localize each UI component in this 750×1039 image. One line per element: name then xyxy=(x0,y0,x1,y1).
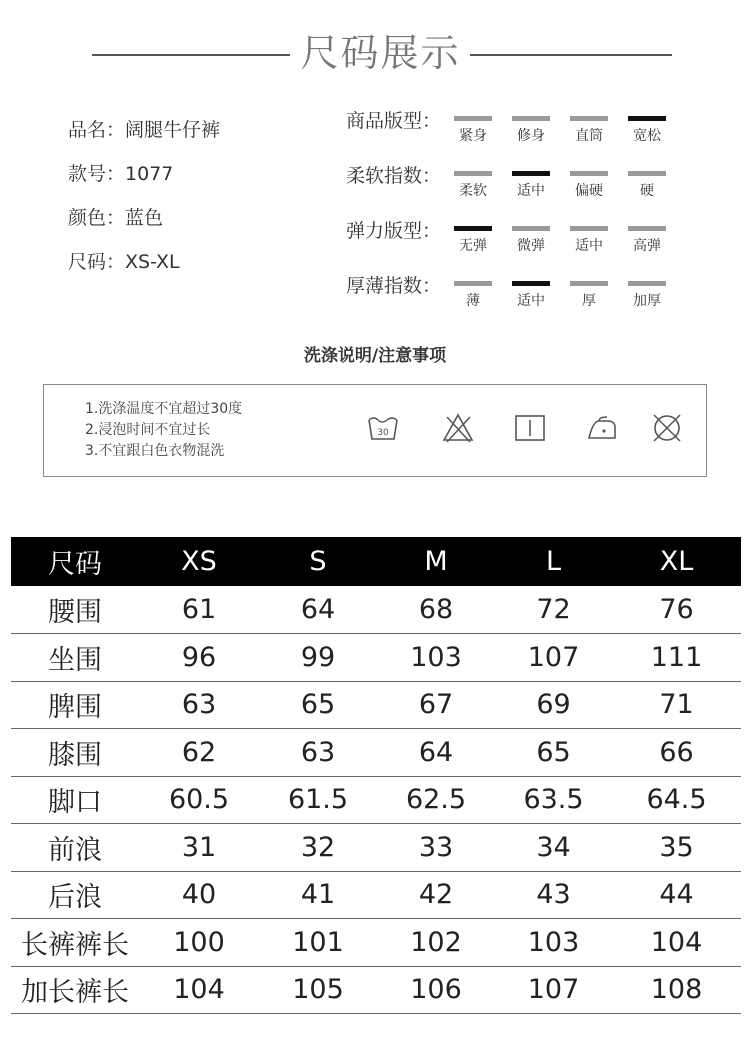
size-value: 44 xyxy=(612,871,741,919)
wash-note: 1.洗涤温度不宜超过30度 xyxy=(85,401,243,417)
size-value: 40 xyxy=(139,871,259,919)
size-value: 76 xyxy=(612,586,741,634)
attribute-option xyxy=(568,171,610,200)
attribute-option-label: 紧身 xyxy=(459,128,487,144)
size-value: 60.5 xyxy=(139,776,259,824)
title-line-right xyxy=(470,54,672,56)
size-value: 105 xyxy=(259,966,377,1014)
no-dry-clean-icon xyxy=(650,411,684,445)
table-row xyxy=(11,919,741,967)
header-cell: XS xyxy=(139,537,259,586)
title-line-left xyxy=(92,54,290,56)
size-value: 103 xyxy=(495,919,612,967)
size-value: 66 xyxy=(612,729,741,777)
size-value: 62 xyxy=(139,729,259,777)
size-value: 33 xyxy=(377,824,495,872)
size-value: 104 xyxy=(139,966,259,1014)
wash-note: 3.不宜跟白色衣物混洗 xyxy=(85,443,225,459)
no-bleach-icon xyxy=(441,411,475,445)
attribute-option-label: 薄 xyxy=(466,293,480,309)
row-label: 长裤裤长 xyxy=(11,919,139,967)
info-value: 蓝色 xyxy=(125,207,164,229)
table-row xyxy=(11,586,741,634)
wash-30-icon xyxy=(366,411,400,445)
attribute-option-label: 硬 xyxy=(640,183,654,199)
table-row xyxy=(11,776,741,824)
attribute-option-label: 直筒 xyxy=(575,128,603,144)
size-value: 104 xyxy=(612,919,741,967)
attribute-bar xyxy=(454,116,492,121)
size-value: 65 xyxy=(259,681,377,729)
size-value: 64.5 xyxy=(612,776,741,824)
attribute-bar xyxy=(454,281,492,286)
size-value: 107 xyxy=(495,966,612,1014)
attribute-option-label: 微弹 xyxy=(517,238,545,254)
attribute-option-label: 宽松 xyxy=(633,128,661,144)
table-row xyxy=(11,681,741,729)
attribute-option-label: 高弹 xyxy=(633,238,661,254)
attribute-option-label: 厚 xyxy=(582,293,596,309)
table-row xyxy=(11,871,741,919)
attribute-option-label: 适中 xyxy=(517,293,545,309)
size-value: 71 xyxy=(612,681,741,729)
size-value: 42 xyxy=(377,871,495,919)
attribute-option xyxy=(568,281,610,310)
table-row xyxy=(11,824,741,872)
attribute-option-label: 适中 xyxy=(575,238,603,254)
row-label: 膝围 xyxy=(11,729,139,777)
attribute-bar xyxy=(628,226,666,231)
attribute-option-label: 修身 xyxy=(517,128,545,144)
attribute-option xyxy=(626,116,668,145)
size-value: 63 xyxy=(139,681,259,729)
header-cell: S xyxy=(259,537,377,586)
size-value: 65 xyxy=(495,729,612,777)
attribute-option-label: 加厚 xyxy=(633,293,661,309)
size-value: 69 xyxy=(495,681,612,729)
product-info xyxy=(68,118,220,294)
attribute-option xyxy=(626,226,668,255)
header-cell: 尺码 xyxy=(11,537,139,586)
size-value: 63 xyxy=(259,729,377,777)
size-value: 108 xyxy=(612,966,741,1014)
size-value: 102 xyxy=(377,919,495,967)
attribute-option xyxy=(510,226,552,255)
info-name xyxy=(68,118,220,162)
info-size xyxy=(68,250,220,294)
attribute-option xyxy=(510,116,552,145)
page-title: 尺码展示 xyxy=(300,31,461,75)
attribute-option xyxy=(452,116,494,145)
attribute-option xyxy=(452,281,494,310)
size-value: 68 xyxy=(377,586,495,634)
size-value: 72 xyxy=(495,586,612,634)
header-cell: XL xyxy=(612,537,741,586)
info-style-no xyxy=(68,162,220,206)
attribute-bar xyxy=(570,171,608,176)
row-label: 脚口 xyxy=(11,776,139,824)
size-value: 34 xyxy=(495,824,612,872)
attribute-bar-selected xyxy=(628,116,666,121)
header-cell: L xyxy=(495,537,612,586)
attribute-option xyxy=(510,171,552,200)
size-value: 107 xyxy=(495,634,612,682)
attribute-option-label: 柔软 xyxy=(459,183,487,199)
size-value: 96 xyxy=(139,634,259,682)
row-label: 脾围 xyxy=(11,681,139,729)
attribute-bar xyxy=(628,171,666,176)
attribute-label: 弹力版型： xyxy=(346,220,442,242)
attribute-label: 厚薄指数： xyxy=(346,275,442,297)
size-value: 35 xyxy=(612,824,741,872)
size-value: 61 xyxy=(139,586,259,634)
attribute-bar xyxy=(570,116,608,121)
drip-dry-icon xyxy=(513,411,547,445)
attribute-label: 柔软指数： xyxy=(346,165,442,187)
wash-temp-label: 30 xyxy=(377,428,389,438)
size-value: 67 xyxy=(377,681,495,729)
size-value: 31 xyxy=(139,824,259,872)
info-value: 1077 xyxy=(125,163,174,185)
table-row xyxy=(11,966,741,1014)
row-label: 坐围 xyxy=(11,634,139,682)
size-value: 32 xyxy=(259,824,377,872)
attribute-option xyxy=(568,226,610,255)
size-value: 63.5 xyxy=(495,776,612,824)
attribute-bar-selected xyxy=(512,281,550,286)
attribute-option-label: 偏硬 xyxy=(575,183,603,199)
attribute-bar-selected xyxy=(454,226,492,231)
wash-title: 洗涤说明/注意事项 xyxy=(303,346,447,366)
table-row xyxy=(11,729,741,777)
size-value: 43 xyxy=(495,871,612,919)
attribute-option xyxy=(626,281,668,310)
attribute-option xyxy=(510,281,552,310)
attribute-bar xyxy=(570,281,608,286)
info-value: XS-XL xyxy=(125,251,180,273)
wash-notes xyxy=(85,399,242,462)
info-label: 颜色： xyxy=(68,207,126,229)
size-table xyxy=(11,537,741,1014)
attribute-bar-selected xyxy=(512,171,550,176)
attribute-option-label: 适中 xyxy=(517,183,545,199)
iron-icon xyxy=(585,411,619,445)
size-value: 106 xyxy=(377,966,495,1014)
row-label: 后浪 xyxy=(11,871,139,919)
info-label: 尺码： xyxy=(68,251,126,273)
row-label: 腰围 xyxy=(11,586,139,634)
wash-note: 2.浸泡时间不宜过长 xyxy=(85,422,211,438)
row-label: 前浪 xyxy=(11,824,139,872)
title-row xyxy=(0,28,750,78)
size-table-header xyxy=(11,537,741,586)
size-value: 100 xyxy=(139,919,259,967)
size-value: 41 xyxy=(259,871,377,919)
header-cell: M xyxy=(377,537,495,586)
size-value: 101 xyxy=(259,919,377,967)
attribute-option-label: 无弹 xyxy=(459,238,487,254)
size-value: 111 xyxy=(612,634,741,682)
attribute-bar xyxy=(628,281,666,286)
size-value: 62.5 xyxy=(377,776,495,824)
wash-instructions-box xyxy=(43,384,707,477)
attribute-option xyxy=(626,171,668,200)
size-value: 64 xyxy=(259,586,377,634)
attribute-bar xyxy=(454,171,492,176)
table-row xyxy=(11,634,741,682)
row-label: 加长裤长 xyxy=(11,966,139,1014)
size-value: 103 xyxy=(377,634,495,682)
attribute-option xyxy=(452,171,494,200)
info-label: 品名： xyxy=(68,119,126,141)
attribute-bar xyxy=(570,226,608,231)
attribute-option xyxy=(452,226,494,255)
size-value: 99 xyxy=(259,634,377,682)
attribute-bar xyxy=(512,226,550,231)
info-color xyxy=(68,206,220,250)
attribute-bar xyxy=(512,116,550,121)
info-value: 阔腿牛仔裤 xyxy=(125,119,221,141)
size-value: 61.5 xyxy=(259,776,377,824)
info-label: 款号： xyxy=(68,163,126,185)
size-value: 64 xyxy=(377,729,495,777)
attribute-option xyxy=(568,116,610,145)
attribute-label: 商品版型： xyxy=(346,110,442,132)
